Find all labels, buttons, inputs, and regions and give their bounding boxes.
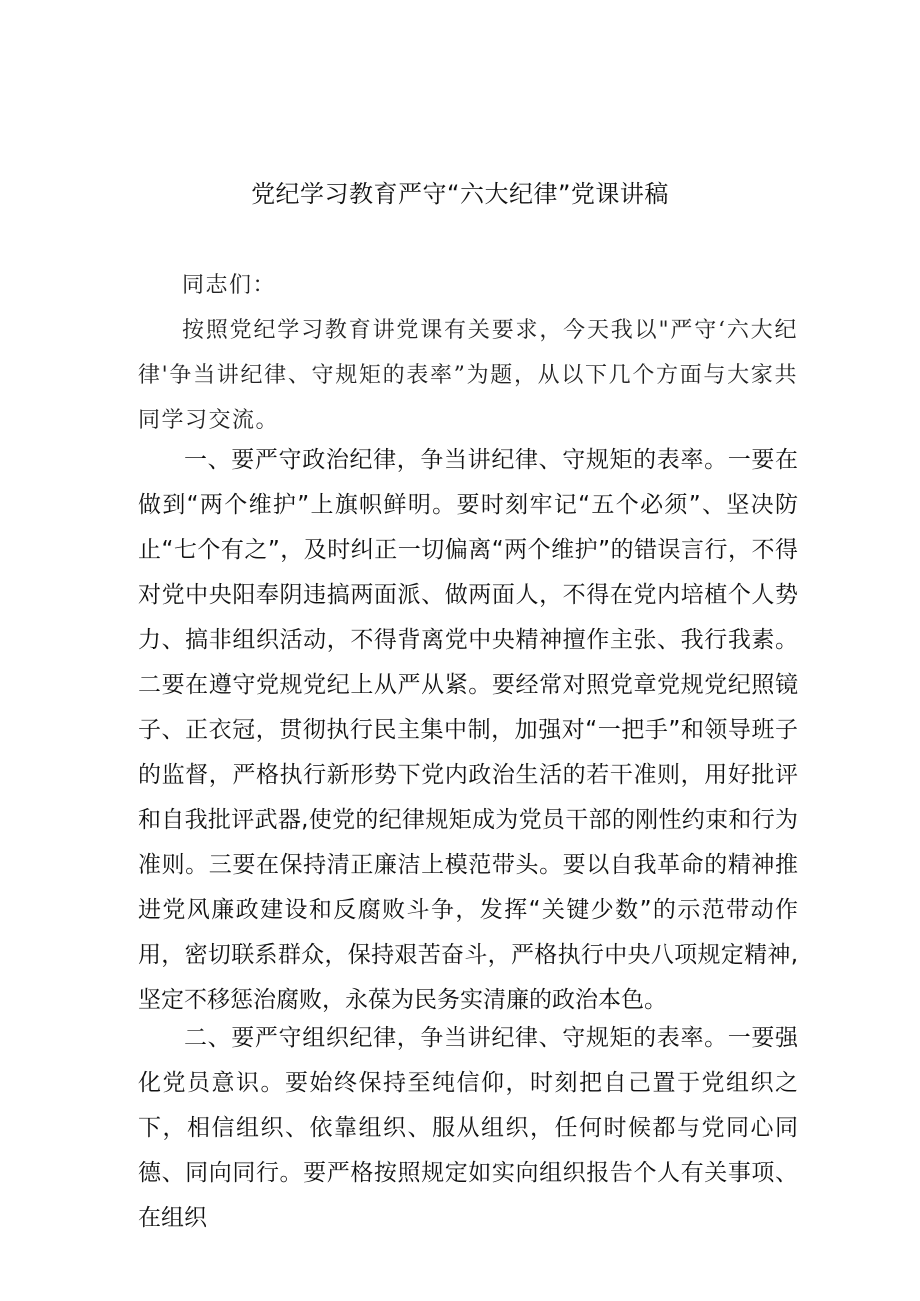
- section-political-discipline: 一、要严守政治纪律，争当讲纪律、守规矩的表率。一要在做到“两个维护”上旗帜鲜明。要时刻牢记“五个必须”、坚决防止“七个有之”，及时纠正一切偏离“两个维护”的错误言行，不得对党中央阳奉阴违搞两面派、做两面人，不得在党内培植个人势力、搞非组织活动，不得背离党中央精神擅作主张、我行我素。二要在遵守党规党纪上从严从紧。要经常对照党章党规党纪照镜子、正衣冠，贯彻执行民主集中制，加强对“一把手”和领导班子的监督，严格执行新形势下党内政治生活的若干准则，用好批评和自我批评武器,使党的纪律规矩成为党员干部的刚性约束和行为准则。三要在保持清正廉洁上模范带头。要以自我革命的精神推进党风廉政建设和反腐败斗争，发挥“关键少数”的示范带动作用，密切联系群众，保持艰苦奋斗，严格执行中央八项规定精神,坚定不移惩治腐败，永葆为民务实清廉的政治本色。: [138, 447, 798, 1013]
- salutation: 同志们：: [182, 273, 277, 298]
- intro-paragraph: 按照党纪学习教育讲党课有关要求，今天我以"严守‘六大纪律'争当讲纪律、守规矩的表率”为题，从以下几个方面与大家共同学习交流。: [138, 318, 798, 433]
- section-organizational-discipline: 二、要严守组织纪律，争当讲纪律、守规矩的表率。一要强化党员意识。要始终保持至纯信仰，时刻把自己置于党组织之下，相信组织、依靠组织、服从组织，任何时候都与党同心同德、同向同行。要严格按照规定如实向组织报告个人有关事项、在组织: [138, 1025, 798, 1231]
- document-title: 党纪学习教育严守“六大纪律”党课讲稿: [251, 180, 669, 208]
